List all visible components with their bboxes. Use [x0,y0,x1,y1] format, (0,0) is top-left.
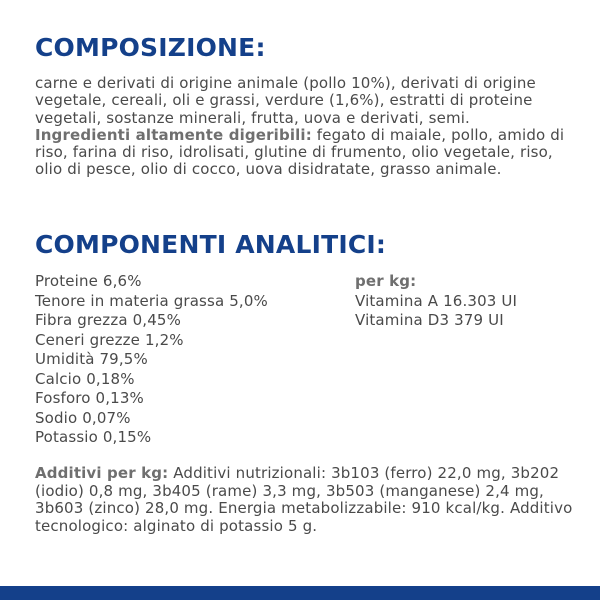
composition-heading: COMPOSIZIONE: [35,33,266,62]
analytical-item-calcio: Calcio 0,18% [35,369,135,388]
additives-details: Additivi nutrizionali: 3b103 (ferro) 22,0 mg, 3b202 (iodio) 0,8 mg, 3b405 (rame) 3,3 mg, 3b503 (manganese) 2,4 mg, 3b603 (zinco) 28,0 mg. Energia metabolizzabile: 910 kcal/kg. Additivo tecnologico: alginato di potassio 5 g. [35,464,573,535]
analytical-item-sodio: Sodio 0,07% [35,408,131,427]
additives-label: Additivi per kg: [35,464,169,482]
vitamin-d3-item: Vitamina D3 379 UI [355,311,504,329]
analytical-item-grassi: Tenore in materia grassa 5,0% [35,291,268,310]
analytical-heading: COMPONENTI ANALITICI: [35,230,387,259]
footer-bar [0,586,600,600]
vitamin-a-item: Vitamina A 16.303 UI [355,291,518,310]
analytical-item-potassio: Potassio 0,15% [35,428,152,446]
vitamins-list [355,272,517,331]
analytical-components-list [35,272,268,448]
per-kg-label: per kg: [355,272,417,290]
digestible-ingredients-label: Ingredienti altamente digeribili: [35,125,312,144]
composition-text [35,75,585,179]
analytical-item-ceneri: Ceneri grezze 1,2% [35,330,184,349]
composition-ingredients: carne e derivati di origine animale (pollo 10%), derivati di origine vegetale, cereali, oli e grassi, verdure (1,6%), estratti di proteine vegetali, sostanze minerali, frutta, uova e derivati, semi. [35,74,536,127]
analytical-item-proteine: Proteine 6,6% [35,272,142,290]
analytical-item-fosforo: Fosforo 0,13% [35,389,144,407]
additives-text [35,465,585,535]
analytical-item-umidita: Umidità 79,5% [35,350,148,368]
analytical-item-fibra: Fibra grezza 0,45% [35,311,181,329]
digestible-ingredients-text: fegato di maiale, pollo, amido di riso, farina di riso, idrolisati, glutine di frumento, olio vegetale, riso, olio di pesce, olio di cocco, uova disidratate, grasso animale. [35,125,565,179]
